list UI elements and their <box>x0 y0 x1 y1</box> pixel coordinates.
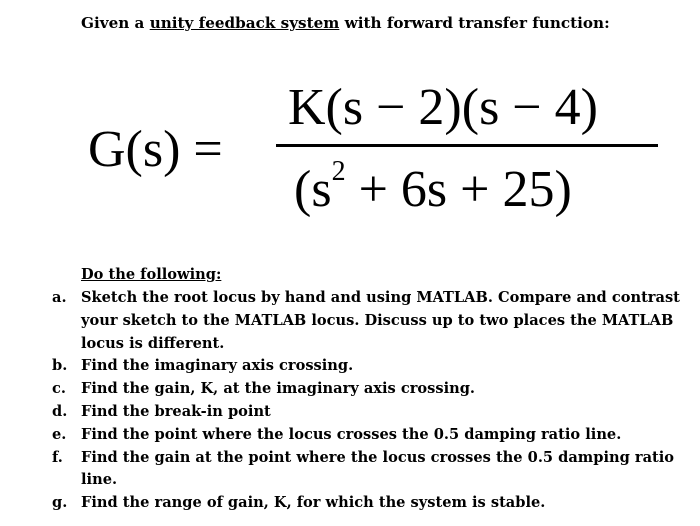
fraction-bar <box>276 144 658 147</box>
task-text: Find the imaginary axis crossing. <box>81 357 354 375</box>
task-letter: c. <box>52 380 66 398</box>
intro-underlined-term: unity feedback system <box>149 14 340 32</box>
task-item-b <box>52 355 697 378</box>
task-letter: f. <box>52 448 63 466</box>
problem-intro <box>81 10 610 36</box>
task-letter: g. <box>52 494 68 512</box>
task-letter: d. <box>52 402 68 420</box>
task-text: Find the range of gain, K, for which the system is stable. <box>81 494 546 512</box>
task-item-f <box>52 447 697 493</box>
task-letter: a. <box>52 289 67 306</box>
equation-numerator: K(s − 2)(s − 4) <box>288 79 598 136</box>
task-item-e <box>52 424 697 447</box>
task-item-g <box>52 492 697 515</box>
tasks-heading: Do the following: <box>81 266 222 283</box>
intro-text-before: Given a <box>81 14 150 32</box>
denominator-exponent: 2 <box>331 156 346 187</box>
denominator-rest: + 6s + 25) <box>345 161 572 218</box>
task-text: Sketch the root locus by hand and using MATLAB. Compare and contrast your sketch to the MATLAB locus. Discuss up to two places the MATLAB locus is different. <box>81 289 680 352</box>
task-item-a <box>52 287 697 355</box>
task-letter: b. <box>52 357 68 375</box>
task-letter: e. <box>52 425 67 443</box>
denominator-open: (s <box>294 161 332 218</box>
task-text: Find the gain, K, at the imaginary axis crossing. <box>81 380 476 398</box>
equation-lhs: G(s) = <box>88 121 223 178</box>
transfer-function-equation <box>88 78 668 228</box>
intro-text-after: with forward transfer function: <box>339 14 610 32</box>
task-item-c <box>52 378 697 401</box>
task-text: Find the break-in point <box>81 402 271 420</box>
task-item-d <box>52 401 697 424</box>
task-list <box>52 287 697 515</box>
task-text: Find the gain at the point where the locus crosses the 0.5 damping ratio line. <box>81 448 675 489</box>
equation-denominator <box>294 156 572 220</box>
task-text: Find the point where the locus crosses the 0.5 damping ratio line. <box>81 425 622 443</box>
